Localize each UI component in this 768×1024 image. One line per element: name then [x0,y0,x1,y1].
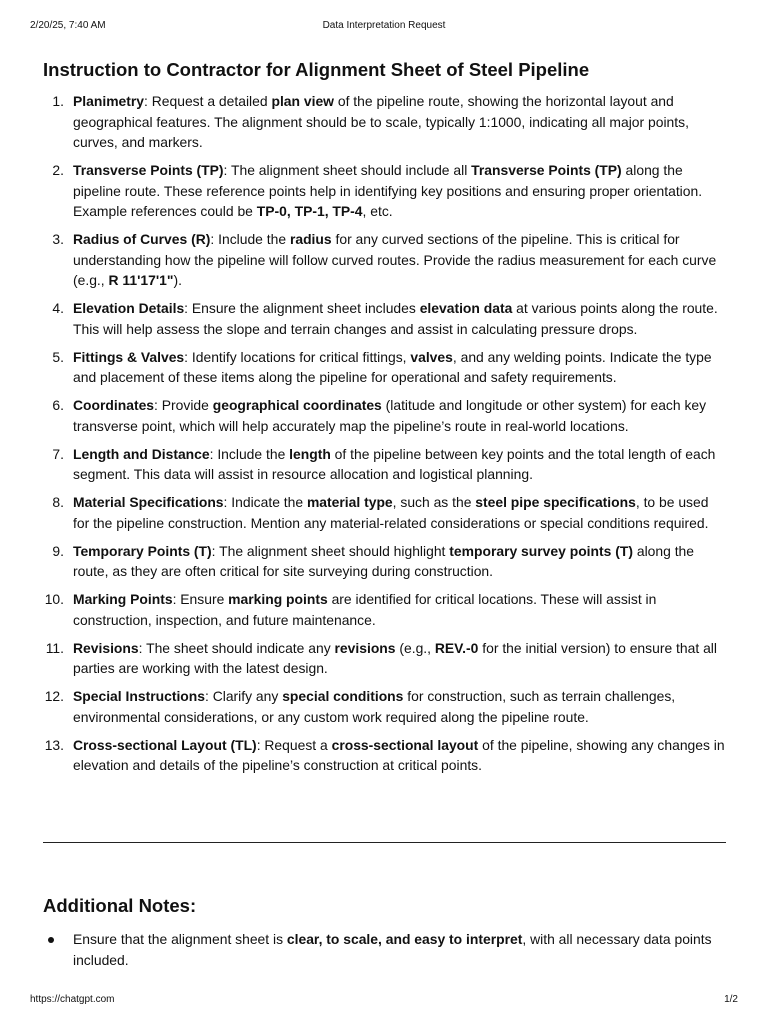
note-text [73,931,712,968]
list-item [0,541,768,582]
list-number: 9. [52,542,64,559]
text-run: , such as the [392,494,476,510]
bold-text: Transverse Points (TP) [73,162,224,178]
bold-text: Fittings & Valves [73,348,185,365]
list-item [0,91,768,153]
bold-text: revisions [334,639,396,656]
bold-text: Coordinates [73,397,155,413]
list-number: 5. [52,348,64,365]
section-divider [43,842,726,843]
bold-text: cross-sectional layout [331,736,479,753]
bold-text: Material Specifications [73,494,224,510]
text-run: : Clarify any [205,688,283,704]
list-item-text [73,162,702,219]
list-item-text [73,231,716,288]
print-timestamp: 2/20/25, 7:40 AM [30,20,106,31]
bold-text: R 11'17'1" [108,272,174,288]
print-url: https://chatgpt.com [30,994,115,1005]
list-number: 12. [44,688,64,704]
text-run: of the pipeline between key points and the total length of each segment. This data will assist in resource allocation and logistical planning. [73,445,716,482]
list-item-text [73,688,675,725]
text-run: : Provide [154,397,213,413]
bold-text: Radius of Curves (R) [73,231,211,247]
text-run: , with all necessary data points included. [73,931,712,968]
print-page-title: Data Interpretation Request [322,20,446,31]
list-number: 1. [52,93,64,109]
list-item-text [73,543,694,580]
bold-text: plan view [271,93,334,109]
list-item [0,347,768,388]
bold-text: material type [306,494,393,510]
list-item [0,638,768,679]
document-title: Instruction to Contractor for Alignment Sheet of Steel Pipeline [43,59,590,80]
text-run: : The alignment sheet should include all [223,162,472,178]
text-run: for construction, such as terrain challenges, environmental considerations, or any custom work required along the pipeline route. [73,688,676,725]
text-run: (latitude and longitude or other system) for each key transverse point, which will help accurately map the pipeline’s route in real-world locations. [73,397,707,434]
list-item-text [73,446,715,483]
print-footer [0,993,768,1007]
text-run: of the pipeline, showing any changes in elevation and details of the pipeline’s construction at critical points. [73,736,725,773]
bold-text: Special Instructions [73,688,205,704]
list-item-text [73,397,706,434]
list-number: 10. [44,591,64,607]
note-item [0,929,768,970]
page-number: 1/2 [724,994,738,1005]
list-number: 3. [52,231,64,247]
text-run: : Include the [209,445,290,462]
list-item [0,229,768,291]
bold-text: Elevation Details [73,300,185,316]
text-run: ). [173,272,182,288]
list-item [0,395,768,436]
text-run: : Indicate the [223,494,307,510]
bold-text: Cross-sectional Layout (TL) [73,736,257,753]
list-number: 11. [45,639,64,656]
instruction-list [0,91,768,783]
bold-text: radius [289,231,332,247]
text-run: along the route, as they are often critical for site surveying during construction. [73,542,695,579]
list-number: 2. [52,162,64,178]
list-item [0,589,768,630]
list-item-text [73,93,689,150]
bullet-icon [48,937,54,943]
bold-text: geographical coordinates [212,397,382,413]
text-run: : Request a detailed [144,93,272,109]
bold-text: temporary survey points (T) [449,542,633,559]
text-run: at various points along the route. This will help assess the slope and terrain changes and assist in calculating pressure drops. [73,300,718,337]
text-run: : Request a [256,736,332,753]
bold-text: length [289,445,331,462]
text-run: : Include the [210,231,290,247]
list-item-text [73,349,712,386]
list-item [0,492,768,533]
text-run: are identified for critical locations. These will assist in construction, inspection, and future maintenance. [73,591,657,628]
list-number: 4. [52,300,64,316]
list-item-text [73,591,656,628]
print-header [0,19,768,33]
bold-text: Temporary Points (T) [73,542,212,559]
bold-text: REV.-0 [434,639,479,656]
list-item [0,735,768,776]
list-item-text [73,640,717,677]
bold-text: Revisions [73,639,139,656]
list-item-text [73,300,718,337]
text-run: of the pipeline route, showing the horizontal layout and geographical features. The alignment should be to scale, typically 1:1000, indicating all major points, curves, and markers. [73,93,689,150]
bold-text: marking points [228,591,328,607]
bold-text: valves [410,348,453,365]
text-run: for the initial version) to ensure that all parties are working with the latest design. [73,639,717,676]
list-item [0,160,768,222]
bold-text: Transverse Points (TP) [471,162,622,178]
bold-text: clear, to scale, and easy to interpret [286,931,523,947]
additional-notes-list [0,929,768,970]
bold-text: elevation data [419,300,513,316]
bold-text: TP-0, TP-1, TP-4 [256,203,363,219]
text-run: , and any welding points. Indicate the type and placement of these items along the pipeline for operational and safety requirements. [73,348,712,385]
additional-notes-heading: Additional Notes: [43,895,197,916]
list-item [0,686,768,727]
list-number: 13. [44,736,64,753]
bold-text: Planimetry [73,93,145,109]
list-item-text [73,494,708,531]
text-run: Ensure that the alignment sheet is [73,931,287,947]
bold-text: Length and Distance [73,445,210,462]
list-number: 8. [52,494,64,510]
list-item [0,444,768,485]
list-number: 6. [52,397,64,413]
text-run: : The sheet should indicate any [138,639,335,656]
bold-text: special conditions [282,688,404,704]
text-run: for any curved sections of the pipeline. This is critical for understanding how the pipeline will follow curved routes. Provide the radius measurement for each curve (e.g., [73,231,717,288]
text-run: : Ensure [172,591,229,607]
text-run: (e.g., [395,639,435,656]
list-item [0,298,768,339]
list-item-text [73,737,725,774]
bold-text: steel pipe specifications [475,494,636,510]
text-run: along the pipeline route. These reference points help in identifying key positions and ensuring proper orientation. Example references could be [73,162,703,219]
text-run: : Identify locations for critical fittings, [184,348,411,365]
list-number: 7. [52,445,64,462]
text-run: : The alignment sheet should highlight [211,542,450,559]
text-run: , etc. [362,203,393,219]
text-run: : Ensure the alignment sheet includes [184,300,420,316]
bold-text: Marking Points [73,591,173,607]
text-run: , to be used for the pipeline construction. Mention any material-related considerations or special conditions required. [73,494,709,531]
